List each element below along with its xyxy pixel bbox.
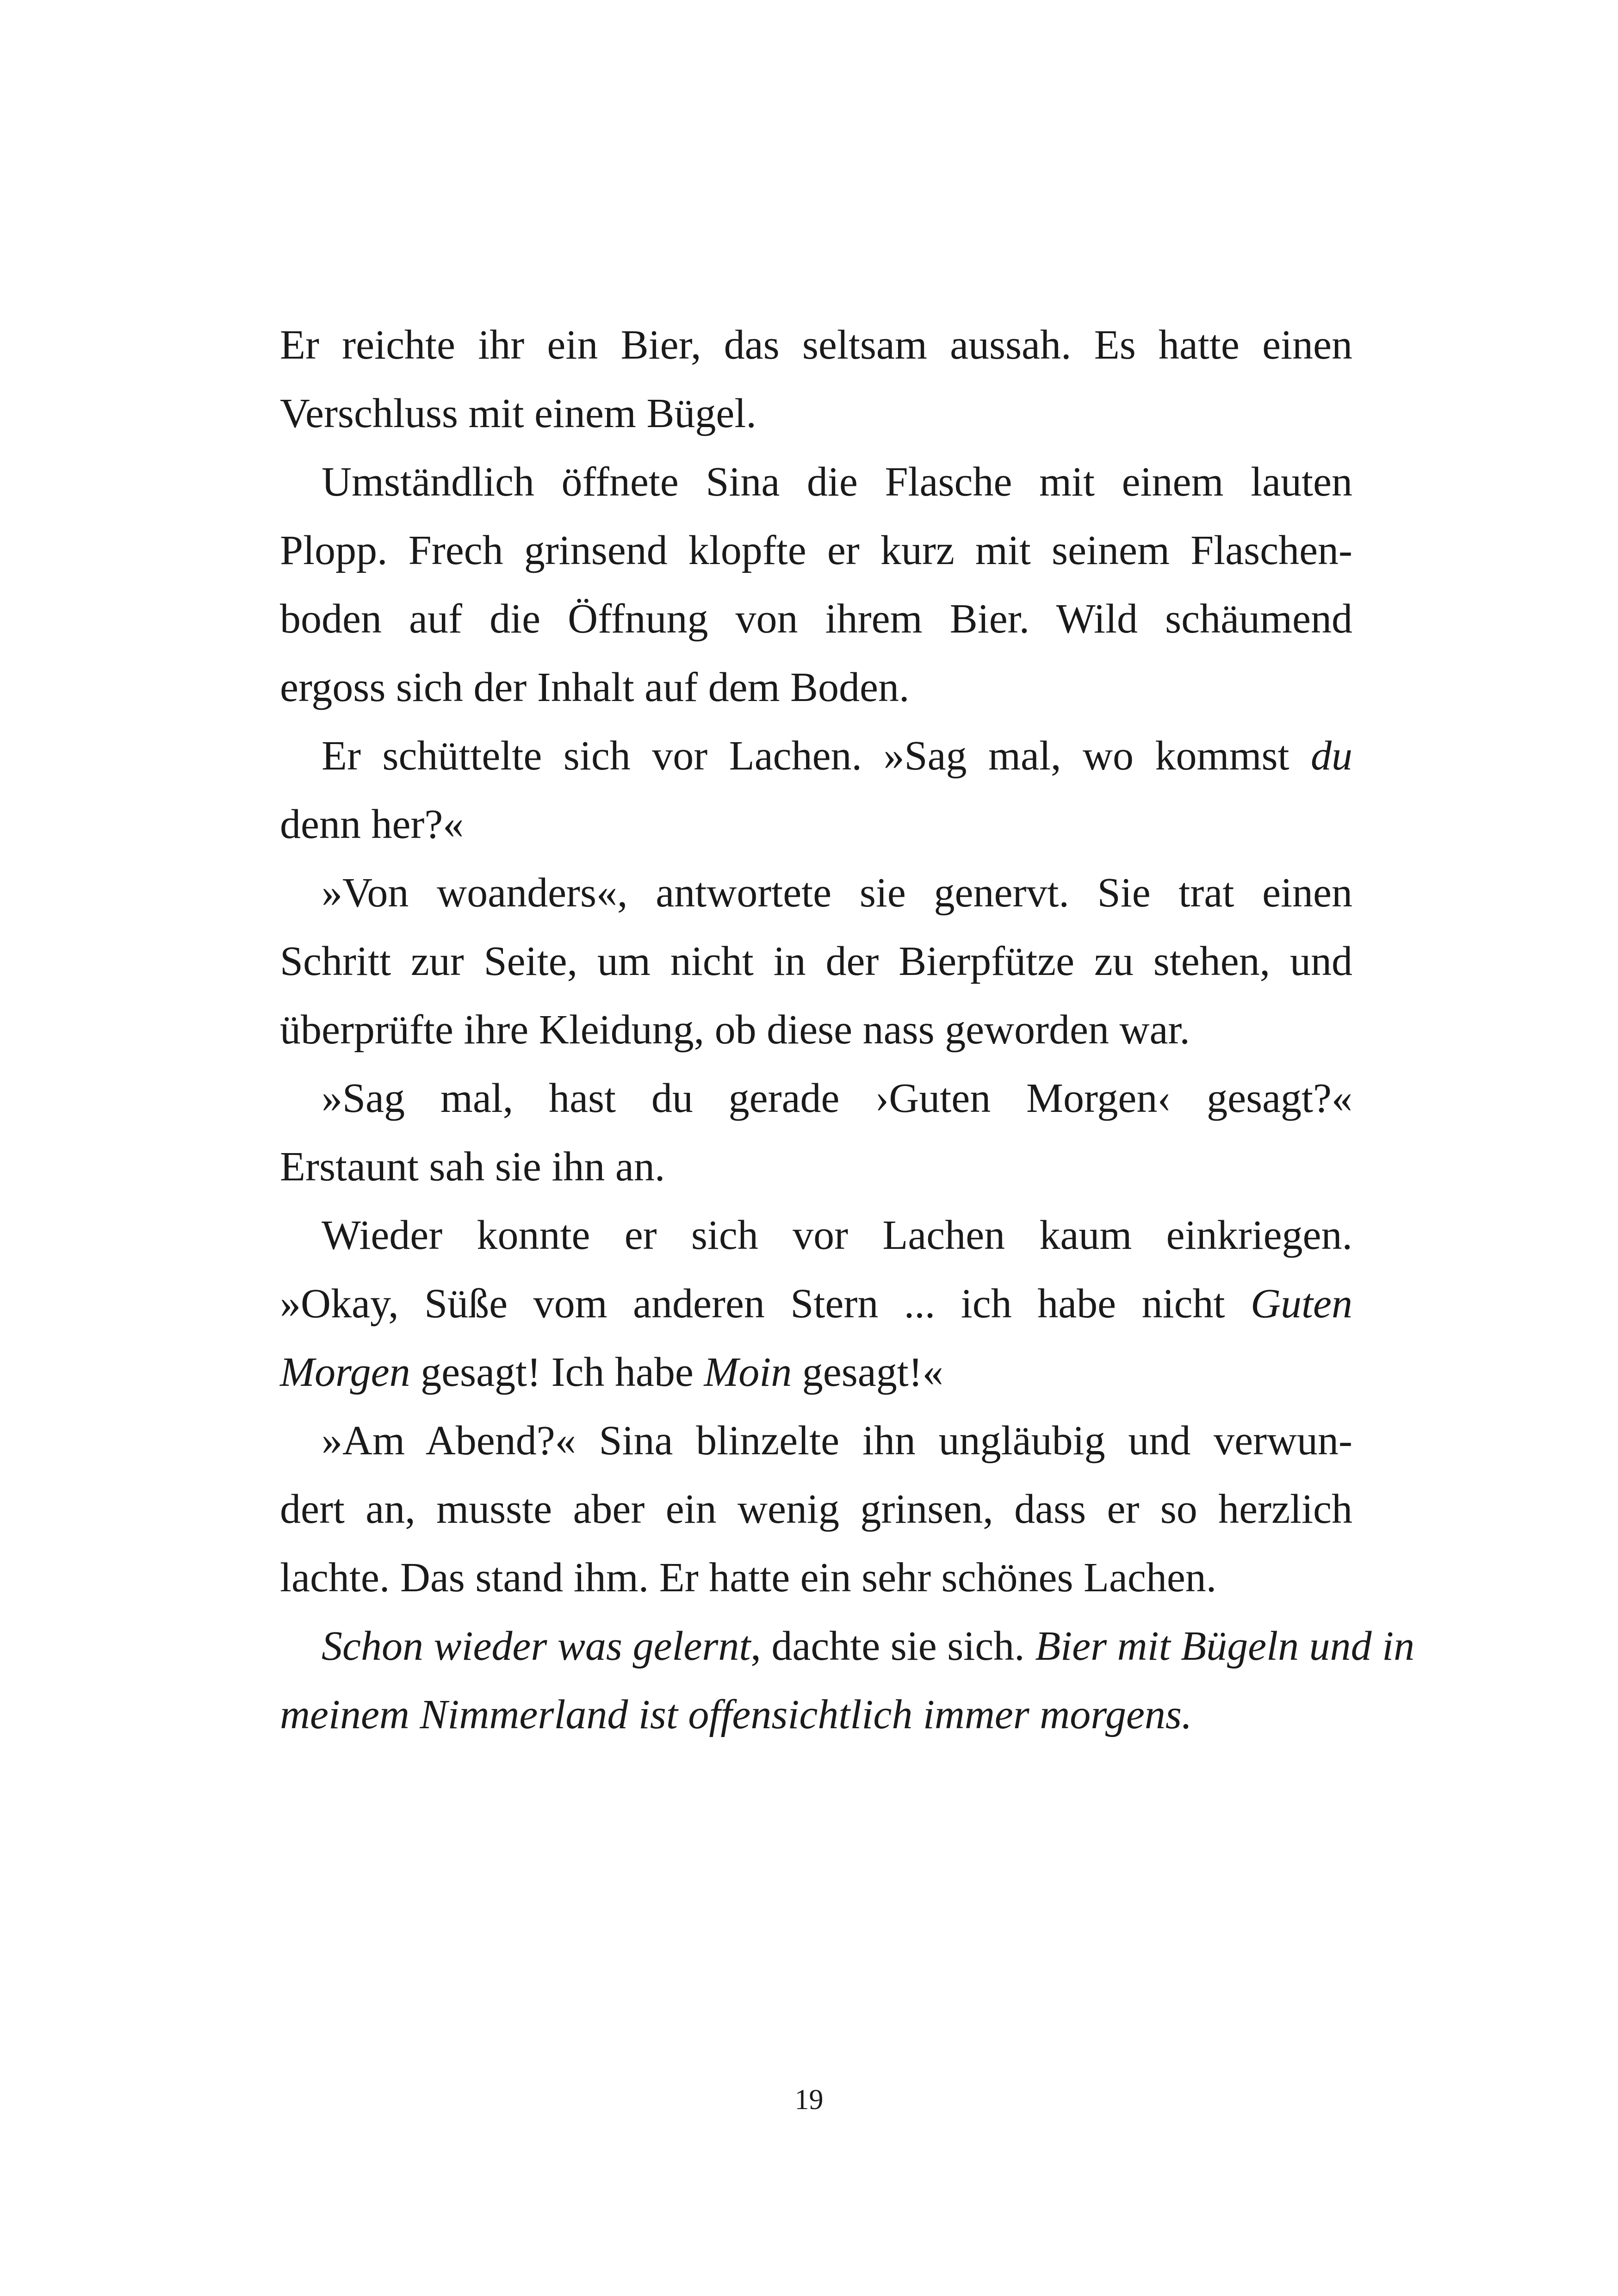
italic-text: Schon wieder was gelernt [322, 1623, 751, 1669]
text-run: überprüfte ihre Kleidung, ob diese nass geworden war. [280, 1007, 1190, 1053]
text-line [280, 448, 1352, 516]
italic-text: du [1311, 733, 1352, 779]
text-line [280, 585, 1352, 653]
text-run: dert an, musste aber ein wenig grinsen, dass er so herzlich [280, 1486, 1352, 1532]
text-line [280, 996, 1352, 1064]
italic-text: Moin [704, 1349, 792, 1395]
paragraph [280, 859, 1352, 1064]
body-text [280, 311, 1415, 1749]
text-line [280, 1270, 1352, 1338]
text-line [280, 379, 1352, 448]
text-run: Verschluss mit einem Bügel. [280, 391, 756, 436]
text-run: Wieder konnte er sich vor Lachen kaum einkriegen. [322, 1212, 1352, 1258]
text-line [280, 790, 1352, 859]
text-run: gesagt!« [792, 1349, 943, 1395]
text-line [280, 722, 1352, 790]
paragraph [280, 1201, 1352, 1407]
text-run: »Am Abend?« Sina blinzelte ihn ungläubig und verwun- [322, 1418, 1352, 1464]
italic-text: Morgen [280, 1349, 410, 1395]
text-run: ergoss sich der Inhalt auf dem Boden. [280, 664, 910, 710]
text-line [280, 1201, 1352, 1270]
text-line [280, 1544, 1352, 1612]
paragraph [280, 1064, 1352, 1201]
text-run: »Von woanders«, antwortete sie genervt. Sie trat einen [322, 870, 1352, 916]
text-run: gesagt! Ich habe [410, 1349, 704, 1395]
text-line [280, 311, 1352, 379]
text-run: »Sag mal, hast du gerade ›Guten Morgen‹ gesagt?« [322, 1075, 1352, 1121]
text-run: boden auf die Öffnung von ihrem Bier. Wild schäumend [280, 596, 1352, 642]
text-line [280, 859, 1352, 927]
text-line [280, 1407, 1352, 1475]
text-line [280, 1133, 1352, 1201]
text-line [280, 927, 1352, 996]
text-run: Erstaunt sah sie ihn an. [280, 1144, 665, 1190]
text-run: , dachte sie sich. [750, 1623, 1035, 1669]
italic-text: Guten [1251, 1281, 1352, 1327]
paragraph [280, 448, 1352, 722]
text-line [280, 1612, 1415, 1681]
text-line [280, 1681, 1352, 1749]
text-run: Plopp. Frech grinsend klopfte er kurz mit seinem Flaschen- [280, 527, 1352, 573]
paragraph [280, 1612, 1415, 1749]
text-line [280, 653, 1352, 722]
text-run: Umständlich öffnete Sina die Flasche mit einem lauten [322, 459, 1352, 505]
paragraph [280, 311, 1352, 448]
text-line [280, 1064, 1352, 1133]
text-run: denn her?« [280, 801, 464, 847]
paragraph [280, 722, 1352, 859]
text-run: Er reichte ihr ein Bier, das seltsam aussah. Es hatte einen [280, 322, 1352, 368]
text-line [280, 1338, 1352, 1407]
text-line [280, 1475, 1352, 1544]
page-number: 19 [794, 2084, 824, 2116]
text-run: Schritt zur Seite, um nicht in der Bierpfütze zu stehen, und [280, 938, 1352, 984]
text-run: »Okay, Süße vom anderen Stern ... ich habe nicht [280, 1281, 1251, 1327]
paragraph [280, 1407, 1352, 1612]
text-run: Er schüttelte sich vor Lachen. »Sag mal, wo kommst [322, 733, 1311, 779]
text-line [280, 516, 1352, 585]
italic-text: meinem Nimmerland ist offensichtlich immer morgens. [280, 1692, 1192, 1738]
italic-text: Bier mit Bügeln und in [1035, 1623, 1415, 1669]
text-run: lachte. Das stand ihm. Er hatte ein sehr schönes Lachen. [280, 1555, 1217, 1601]
